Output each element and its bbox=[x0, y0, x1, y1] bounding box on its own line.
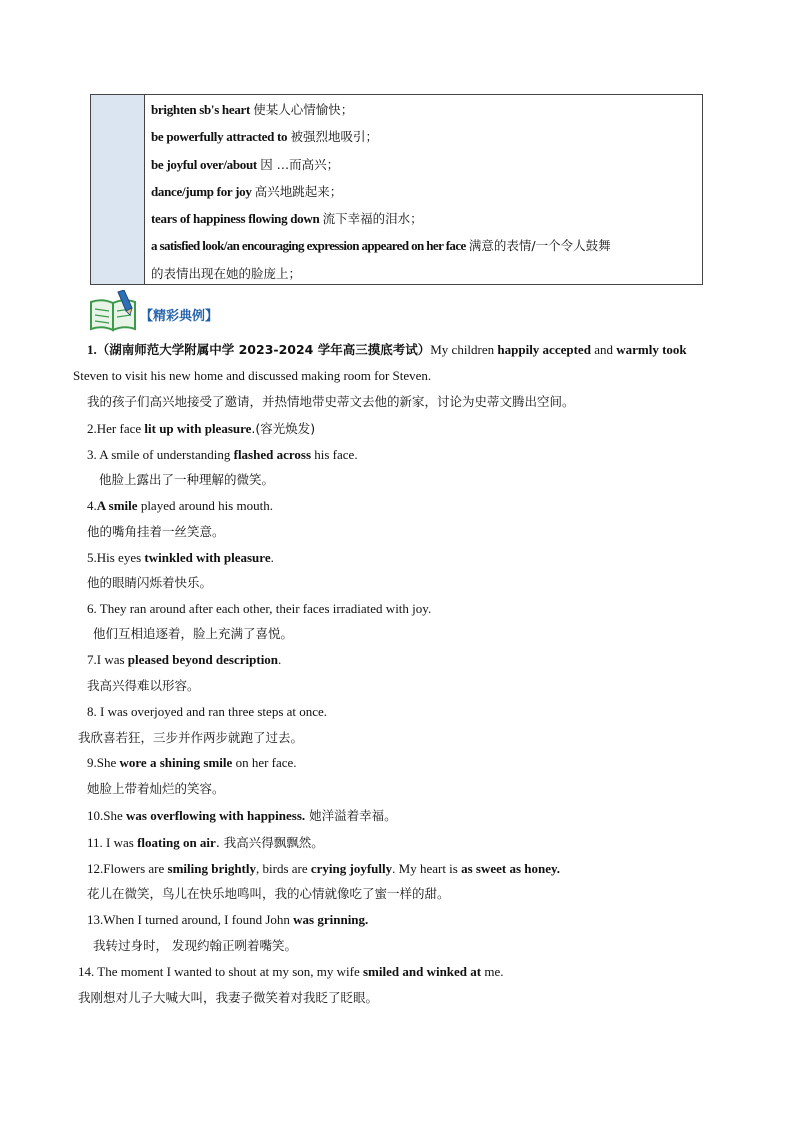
text: his face. bbox=[311, 447, 358, 462]
phrase-row bbox=[151, 232, 702, 259]
example-2 bbox=[87, 420, 315, 438]
phrase-zh: 的表情出现在她的脸庞上； bbox=[151, 265, 302, 281]
text: 4. bbox=[87, 498, 97, 513]
example-13 bbox=[87, 911, 368, 929]
table-right-cell bbox=[145, 95, 702, 284]
bold-phrase: smiled and winked at bbox=[363, 964, 482, 979]
example-8-translation: 我欣喜若狂，三步并作两步就跑了过去。 bbox=[78, 730, 304, 745]
phrase-zh: 高兴地跳起来； bbox=[254, 183, 343, 199]
example-4-translation: 他的嘴角挂着一丝笑意。 bbox=[87, 524, 225, 539]
example-9-translation: 她脸上带着灿烂的笑容。 bbox=[87, 781, 225, 796]
phrase-row bbox=[151, 96, 702, 123]
phrase-en: be joyful over/about bbox=[151, 156, 257, 172]
phrase-en: dance/jump for joy bbox=[151, 183, 252, 199]
bold-phrase: was overflowing with happiness. bbox=[126, 808, 306, 823]
text: 13.When I turned around, I found John bbox=[87, 912, 294, 927]
bold-phrase: lit up with pleasure bbox=[144, 421, 252, 436]
text: 9.She bbox=[87, 755, 120, 770]
example-number: 1. bbox=[87, 342, 97, 357]
text: 11. I was bbox=[87, 835, 138, 850]
bold-phrase: was grinning. bbox=[293, 912, 369, 927]
text: 2.Her face bbox=[87, 421, 145, 436]
bold-phrase: floating on air bbox=[137, 835, 216, 850]
text: . My heart is bbox=[392, 861, 462, 876]
example-8: 8. I was overjoyed and ran three steps at once. bbox=[87, 704, 328, 719]
phrase-en: tears of happiness flowing down bbox=[151, 211, 320, 227]
bold-phrase: as sweet as honey. bbox=[461, 861, 561, 876]
phrase-zh: 被强烈地吸引； bbox=[290, 129, 379, 145]
example-9 bbox=[87, 754, 297, 772]
phrase-row bbox=[151, 205, 702, 232]
bold-phrase: twinkled with pleasure bbox=[144, 550, 271, 565]
example-5 bbox=[87, 549, 274, 567]
bold-phrase: flashed across bbox=[233, 447, 312, 462]
bold-phrase: smiling brightly bbox=[167, 861, 257, 876]
table-left-cell bbox=[91, 95, 145, 284]
example-13-translation: 我转过身时， 发现约翰正咧着嘴笑。 bbox=[93, 938, 297, 953]
bold-phrase: warmly took bbox=[616, 342, 687, 357]
text: 14. The moment I wanted to shout at my son, my wife bbox=[78, 964, 363, 979]
text: 5.His eyes bbox=[87, 550, 145, 565]
phrase-en: be powerfully attracted to bbox=[151, 129, 288, 145]
phrase-zh: 满意的表情/一个令人鼓舞 bbox=[468, 238, 611, 254]
example-1-line-1 bbox=[87, 341, 687, 359]
phrase-en: brighten sb's heart bbox=[151, 102, 251, 117]
example-7 bbox=[87, 651, 281, 669]
phrase-zh: 使某人心情愉快； bbox=[253, 102, 354, 117]
phrase-row bbox=[151, 178, 702, 205]
section-title: 【精彩典例】 bbox=[140, 309, 219, 324]
text: . bbox=[278, 652, 282, 667]
bold-phrase: wore a shining smile bbox=[119, 755, 233, 770]
text: 10.She bbox=[87, 808, 126, 823]
bold-phrase: pleased beyond description bbox=[127, 652, 279, 667]
text: 她洋溢着幸福。 bbox=[305, 808, 397, 823]
bold-phrase: happily accepted bbox=[497, 342, 591, 357]
example-source: （湖南师范大学附属中学 2023-2024 学年高三摸底考试） bbox=[96, 342, 431, 357]
notebook-pencil-icon bbox=[88, 290, 140, 332]
phrase-zh: 流下幸福的泪水； bbox=[322, 211, 423, 227]
example-12-translation: 花儿在微笑，鸟儿在快乐地鸣叫，我的心情就像吃了蜜一样的甜。 bbox=[87, 886, 450, 901]
bold-phrase: A smile bbox=[96, 498, 138, 513]
phrase-row bbox=[151, 123, 702, 150]
example-11 bbox=[87, 834, 324, 852]
text: My children bbox=[430, 342, 498, 357]
example-4 bbox=[87, 497, 273, 515]
bold-phrase: crying joyfully bbox=[310, 861, 393, 876]
phrase-row bbox=[151, 260, 702, 287]
text: .(容光焕发) bbox=[251, 421, 316, 436]
example-3-translation: 他脸上露出了一种理解的微笑。 bbox=[99, 472, 275, 487]
phrase-table bbox=[90, 94, 703, 285]
text: . bbox=[270, 550, 274, 565]
example-6-translation: 他们互相追逐着，脸上充满了喜悦。 bbox=[93, 626, 294, 641]
text: 3. A smile of understanding bbox=[87, 447, 234, 462]
phrase-en: a satisfied look/an encouraging expression appeared on her face bbox=[151, 238, 466, 254]
example-7-translation: 我高兴得难以形容。 bbox=[87, 678, 200, 693]
example-5-translation: 他的眼睛闪烁着快乐。 bbox=[87, 575, 213, 590]
example-1-line-2: Steven to visit his new home and discussed making room for Steven. bbox=[73, 368, 432, 383]
example-14 bbox=[78, 963, 504, 981]
phrase-zh: 因 …而高兴； bbox=[260, 156, 340, 172]
example-6: 6. They ran around after each other, their faces irradiated with joy. bbox=[87, 601, 432, 616]
text: 7.I was bbox=[87, 652, 128, 667]
text: and bbox=[590, 342, 617, 357]
text: played around his mouth. bbox=[137, 498, 273, 513]
phrase-row bbox=[151, 151, 702, 178]
example-14-translation: 我刚想对儿子大喊大叫，我妻子微笑着对我眨了眨眼。 bbox=[78, 990, 379, 1005]
text: 12.Flowers are bbox=[87, 861, 168, 876]
text: me. bbox=[481, 964, 504, 979]
text: , birds are bbox=[256, 861, 311, 876]
text: on her face. bbox=[232, 755, 297, 770]
example-1-translation: 我的孩子们高兴地接受了邀请，并热情地带史蒂文去他的新家，讨论为史蒂文腾出空间。 bbox=[87, 394, 575, 409]
example-10 bbox=[87, 807, 397, 825]
text: . 我高兴得飘飘然。 bbox=[215, 835, 324, 850]
example-12 bbox=[87, 860, 560, 878]
example-3 bbox=[87, 446, 358, 464]
